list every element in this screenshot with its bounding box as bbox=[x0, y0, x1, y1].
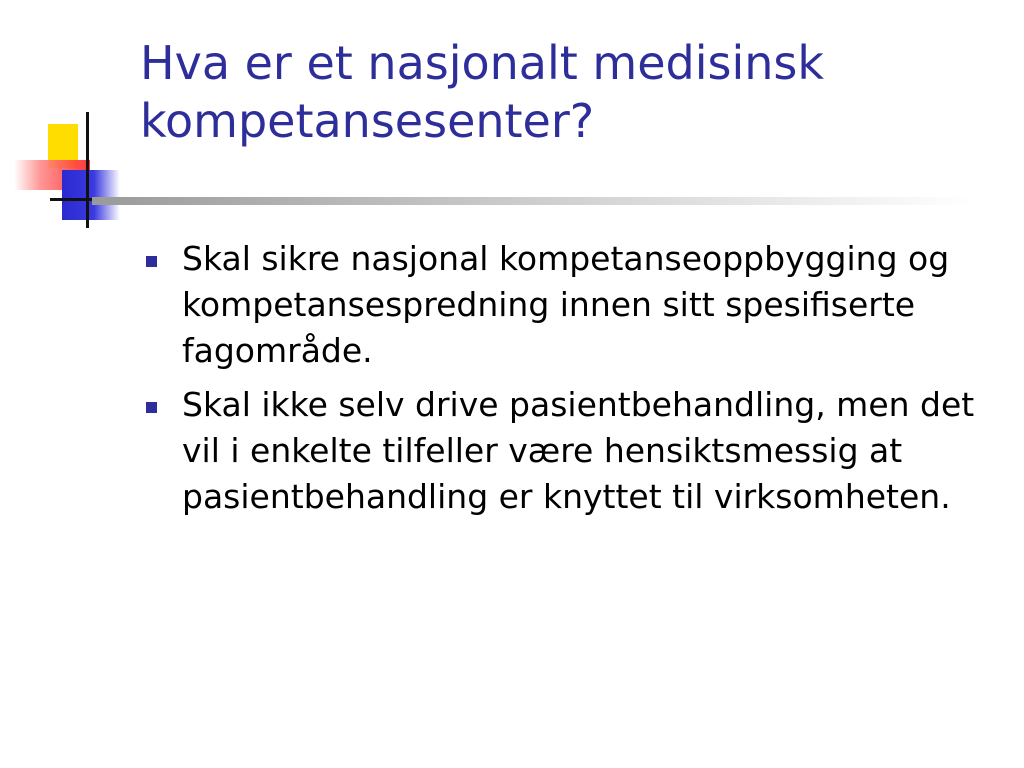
bullet-item bbox=[145, 382, 985, 520]
bullet-item bbox=[145, 236, 985, 374]
title-divider bbox=[92, 197, 972, 205]
bullet-text: Skal ikke selv drive pasientbehandling, men det vil i enkelte tilfeller være hensiktsmessig at pasientbehandling er knyttet til virksomheten. bbox=[182, 385, 975, 516]
logo-blue-square bbox=[62, 170, 120, 220]
bullet-text: Skal sikre nasjonal kompetanseoppbygging og kompetansespredning innen sitt spesifiserte fagområde. bbox=[182, 239, 950, 370]
square-bullet-icon bbox=[146, 256, 157, 267]
bullet-list bbox=[145, 236, 985, 528]
square-bullet-icon bbox=[146, 402, 157, 413]
slide-title: Hva er et nasjonalt medisinsk kompetansesenter? bbox=[140, 36, 825, 148]
logo-vertical-line bbox=[86, 112, 89, 228]
